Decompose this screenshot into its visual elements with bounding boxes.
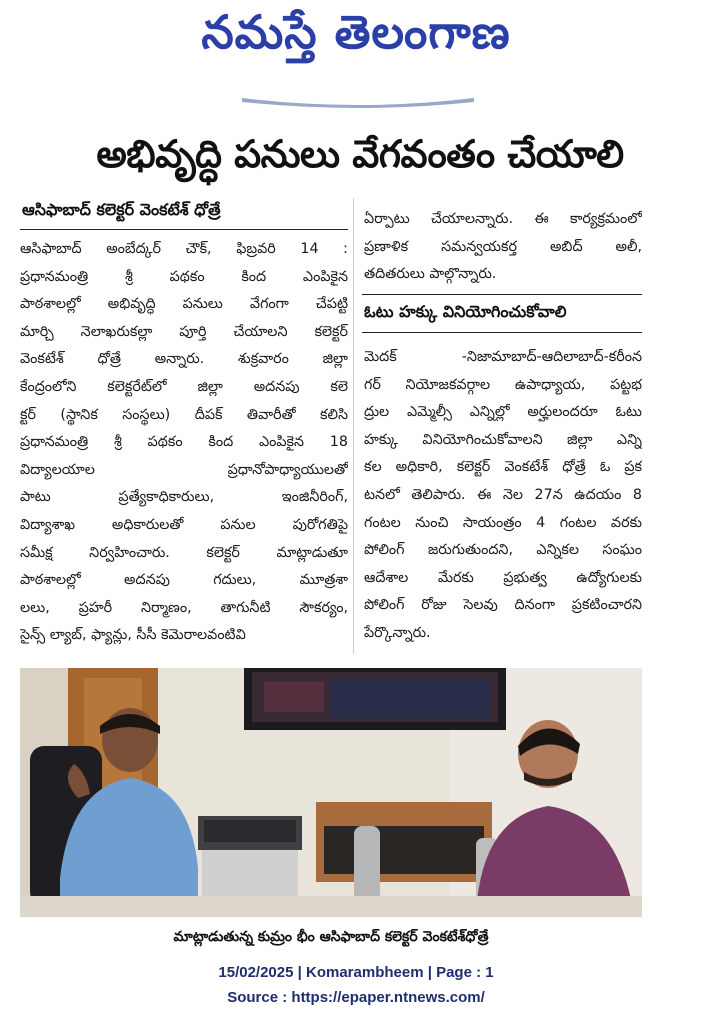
byline-rule [20, 229, 348, 230]
text-line: పోలింగ్ రోజు సెలవు దినంగా ప్రకటించారని [364, 597, 642, 614]
text-line: తదితరులు పాల్గొన్నారు. [364, 266, 497, 283]
text-line: కేంద్రంలోని కలెక్టరేట్‌లో జిల్లా అదనపు కలె [20, 378, 348, 395]
text-line: వెంకటేశ్ ధోత్రే అన్నారు. శుక్రవారం జిల్లా [20, 351, 348, 368]
text-line: పాఠశాలల్లో అదనపు గదులు, మూత్రశా [20, 572, 348, 589]
text-line: విద్యాలయాల ప్రధానోపాధ్యాయులతో [20, 461, 348, 478]
article-headline: అభివృద్ధి పనులు వేగవంతం చేయాలి [96, 132, 624, 176]
text-line: గంటల నుంచి సాయంత్రం 4 గంటల వరకు [364, 514, 642, 531]
text-line: హక్కు వినియోగించుకోవాలని జిల్లా ఎన్ని [364, 431, 642, 448]
text-line: ప్రణాళిక సమన్వయకర్త అబిద్ అలీ, [364, 238, 642, 255]
footer-date-page: 15/02/2025 | Komarambheem | Page : 1 [218, 964, 494, 981]
text-line: గర్ నియోజకవర్గాల ఉపాధ్యాయ, పట్టభ [364, 376, 642, 393]
text-line: క్టర్ (స్థానిక సంస్థలు) దీపక్ తివారీతో కలిసి [20, 406, 348, 423]
text-line: మెదక్ -నిజామాబాద్-ఆదిలాబాద్-కరీంన [364, 349, 642, 365]
text-line: పాటు ప్రత్యేకాధికారులు, ఇంజినీరింగ్, [20, 489, 348, 506]
text-line: ప్రధానమంత్రి శ్రీ పథకం కింద ఎంపికైన 18 [20, 434, 348, 451]
article-byline: ఆసిఫాబాద్ కలెక్టర్ వెంకటేశ్ ధోత్రే [22, 200, 221, 219]
column-divider [353, 198, 354, 654]
text-line: పాఠశాలల్లో అభివృద్ధి పనులు వేగంగా చేపట్టి [20, 296, 348, 313]
photo-caption: మాట్లాడుతున్న కుమ్రం భీం ఆసిఫాబాద్ కలెక్టర్ వెంకటేశ్‌ధోత్రే [173, 928, 489, 945]
text-line: పేర్కొన్నారు. [364, 624, 431, 641]
text-line: ద్రుల ఎమ్మెల్సీ ఎన్నిల్లో అర్హులందరూ ఓటు [364, 404, 642, 421]
text-line: ఆసిఫాబాద్ అంబేద్కర్ చౌక్, ఫిబ్రవరి 14 : [20, 241, 348, 257]
subheading-rule-bottom [362, 332, 642, 333]
article-body-right-bottom [364, 344, 642, 648]
text-line: ఆదేశాల మేరకు ప్రభుత్వ ఉద్యోగులకు [364, 569, 642, 586]
article-body-right-top [364, 206, 642, 289]
masthead-decor-curve [240, 96, 476, 108]
text-line: సైన్స్ ల్యాబ్, ఫ్యాన్లు, సీసీ కెమెరాలవంటివి [20, 627, 246, 644]
article-body-left [20, 236, 348, 650]
text-line: ఏర్పాటు చేయాలన్నారు. ఈ కార్యక్రమంలో [364, 211, 642, 227]
text-line: సమీక్ష నిర్వహించారు. కలెక్టర్ మాట్లాడుతూ [20, 544, 348, 561]
text-line: మార్చి నెలాఖరుకల్లా పూర్తి చేయాలని కలెక్టర్ [20, 323, 348, 340]
article-photo [20, 668, 642, 917]
text-line: విద్యాశాఖ అధికారులతో పనుల పురోగతిపై [20, 516, 348, 533]
text-line: లలు, ప్రహరీ నిర్మాణం, తాగునీటి సౌకర్యం, [20, 599, 348, 616]
text-line: పోలింగ్ జరుగుతుందని, ఎన్నికల సంఘం [364, 542, 642, 559]
article-subheading: ఓటు హక్కు వినియోగించుకోవాలి [364, 302, 567, 321]
text-line: ప్రధానమంత్రి శ్రీ పథకం కింద ఎంపికైన [20, 268, 348, 285]
text-line: టనలో తెలిపారు. ఈ నెల 27న ఉదయం 8 [364, 486, 642, 503]
subheading-rule-top [362, 294, 642, 295]
newspaper-masthead: నమస్తే తెలంగాణ [201, 5, 511, 59]
text-line: కల అధికారి, కలెక్టర్ వెంకటేశ్ ధోత్రే ఓ ప్రక [364, 459, 642, 476]
footer-source-link[interactable]: Source : https://epaper.ntnews.com/ [227, 989, 485, 1006]
